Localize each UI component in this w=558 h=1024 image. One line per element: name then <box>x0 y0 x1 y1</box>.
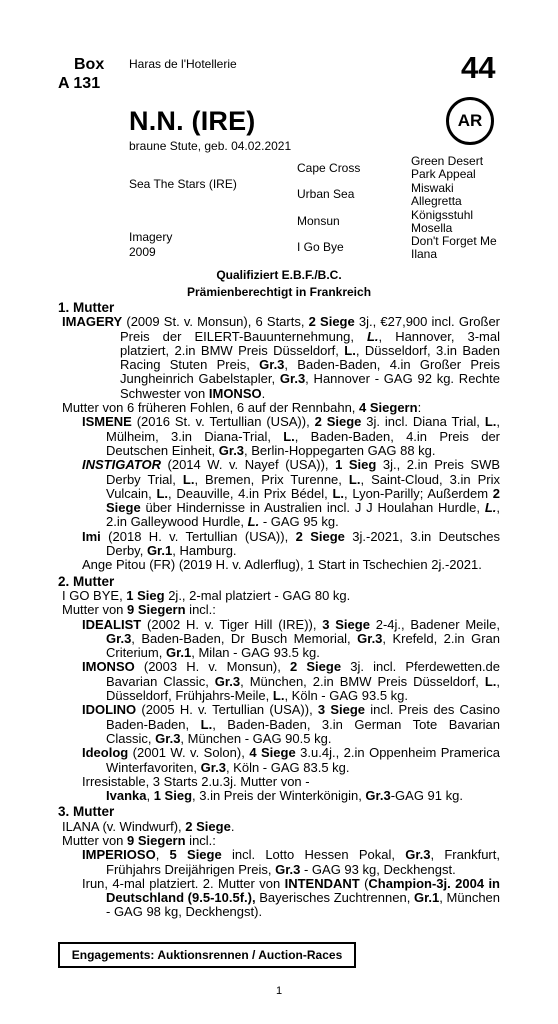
pedigree-g8: Ilana <box>411 247 438 261</box>
pedigree-sire-sire: Cape Cross <box>297 161 361 175</box>
breeder: Haras de l'Hotellerie <box>129 57 237 71</box>
box-number: A 131 <box>58 75 101 92</box>
pedigree-dam: Imagery <box>129 230 173 244</box>
progeny-entry: Irresistable, 3 Starts 2.u.3j. Mutter von - <box>82 773 310 789</box>
qualification-line-2: Prämienberechtigt in Frankreich <box>186 285 372 299</box>
progeny-entry: INSTIGATOR (2014 W. v. Nayef (USA)), 1 Sieg 3j., 2.in Preis SWB Derby Trial, L., Bremen, Prix Turenne, L., Saint-Cloud, 3.in Prix Vulcain, L., Deauville, 4.in Prix Bédel, L., Lyon-Parilly; Außerdem 2 Siege über Hindernisse in Australien incl. J J Houlahan Hurdle, L., 2.in Galleywood Hurdle, L. - GAG 95 kg. <box>82 457 501 530</box>
pedigree-g1: Green Desert <box>411 154 484 168</box>
pedigree-g7: Don't Forget Me <box>411 234 497 248</box>
box-label <box>58 55 105 93</box>
box-word: Box <box>74 56 105 73</box>
progeny-entry: Irun, 4-mal platziert. 2. Mutter von INTENDANT (Champion-3j. 2004 in Deutschland (9.5-10.5f.), Bayerisches Zuchtrennen, Gr.1, München - GAG 98 kg, Deckhengst). <box>82 875 501 920</box>
progeny-entry: Ange Pitou (FR) (2019 H. v. Adlerflug), 1 Start in Tschechien 2j.-2021. <box>82 557 482 573</box>
progeny-entry: IMPERIOSO, 5 Siege incl. Lotto Hessen Pokal, Gr.3, Frankfurt, Frühjahrs Dreijährigen Preis, Gr.3 - GAG 93 kg, Deckhengst. <box>82 847 500 877</box>
qualification-line-1: Qualifiziert E.B.F./B.C. <box>216 268 342 282</box>
progeny-intro: Mutter von 9 Siegern incl.: <box>62 602 216 618</box>
dam-entry: ILANA (v. Windwurf), 2 Siege. <box>62 818 235 834</box>
progeny-entry: Imi (2018 H. v. Tertullian (USA)), 2 Siege 3j.-2021, 3.in Deutsches Derby, Gr.1, Hamburg. <box>82 528 500 559</box>
pedigree-sire-dam: Urban Sea <box>297 187 355 201</box>
family-text <box>58 301 500 920</box>
progeny-entry: IMONSO (2003 H. v. Monsun), 2 Siege 3j. incl. Pferdewetten.de Bavarian Classic, Gr.3, München, 2.in BMW Preis Düsseldorf, L., Düsseldorf, Frühjahrs-Meile, L., Köln - GAG 93.5 kg. <box>82 659 501 704</box>
progeny-entry: Ivanka, 1 Sieg, 3.in Preis der Winterkönigin, Gr.3-GAG 91 kg. <box>106 788 463 804</box>
progeny-entry: ISMENE (2016 St. v. Tertullian (USA)), 2 Siege 3j. incl. Diana Trial, L., Mülheim, 3.in Diana-Trial, L., Baden-Baden, 4.in Preis der Deutschen Einheit, Gr.3, Berlin-Hoppegarten GAG 88 kg. <box>82 414 500 458</box>
dam-entry: IMAGERY (2009 St. v. Monsun), 6 Starts, 2 Siege 3j., €27,900 incl. Großer Preis der EILERT-Bauunternehmung, L., Hannover, 3-mal platziert, 2.in BMW Preis Düsseldorf, L., Düsseldorf, 3.in Baden Racing Stuten Preis, Gr.3, Baden-Baden, 4.in Großer Preis Jungheinrich Gabelstapler, Gr.3, Hannover - GAG 92 kg. Rechte Schwester von IMONSO. <box>62 314 500 401</box>
section-heading: 2. Mutter <box>58 573 115 589</box>
pedigree-dam-year: 2009 <box>129 245 156 259</box>
pedigree-g3: Miswaki <box>411 181 454 195</box>
engagements-box: Engagements: Auktionsrennen / Auction-Races <box>58 942 356 968</box>
pedigree-g5: Königsstuhl <box>411 208 474 222</box>
pedigree-g4: Allegretta <box>411 194 462 208</box>
pedigree-sire: Sea The Stars (IRE) <box>129 177 237 191</box>
dam-entry: I GO BYE, 1 Sieg 2j., 2-mal platziert - GAG 80 kg. <box>62 587 351 603</box>
section-heading: 1. Mutter <box>58 300 115 315</box>
horse-name: N.N. (IRE) <box>129 106 256 136</box>
lot-number: 44 <box>461 50 496 85</box>
horse-description: braune Stute, geb. 04.02.2021 <box>129 139 292 153</box>
progeny-entry: IDEALIST (2002 H. v. Tiger Hill (IRE)), 3 Siege 2-4j., Badener Meile, Gr.3, Baden-Baden, Dr Busch Memorial, Gr.3, Krefeld, 2.in Gran Criterium, Gr.1, Milan - GAG 93.5 kg. <box>82 616 500 661</box>
pedigree-dam-dam: I Go Bye <box>297 240 344 254</box>
progeny-entry: IDOLINO (2005 H. v. Tertullian (USA)), 3 Siege incl. Preis des Casino Baden-Baden, L., Baden-Baden, 3.in German Tote Bavarian Classic, Gr.3, München - GAG 90.5 kg. <box>82 702 500 746</box>
progeny-entry: Ideolog (2001 W. v. Solon), 4 Siege 3.u.4j., 2.in Oppenheim Pramerica Winterfavoriten, Gr.3, Köln - GAG 83.5 kg. <box>82 745 500 775</box>
progeny-intro: Mutter von 9 Siegern incl.: <box>62 832 216 848</box>
page-number: 1 <box>275 985 283 997</box>
pedigree-dam-sire: Monsun <box>297 214 340 228</box>
pedigree-g2: Park Appeal <box>411 167 476 181</box>
section-heading: 3. Mutter <box>58 804 115 820</box>
ar-badge: AR <box>446 97 494 145</box>
progeny-intro: Mutter von 6 früheren Fohlen, 6 auf der Rennbahn, 4 Siegern: <box>62 400 422 416</box>
pedigree-g6: Mosella <box>411 221 453 235</box>
